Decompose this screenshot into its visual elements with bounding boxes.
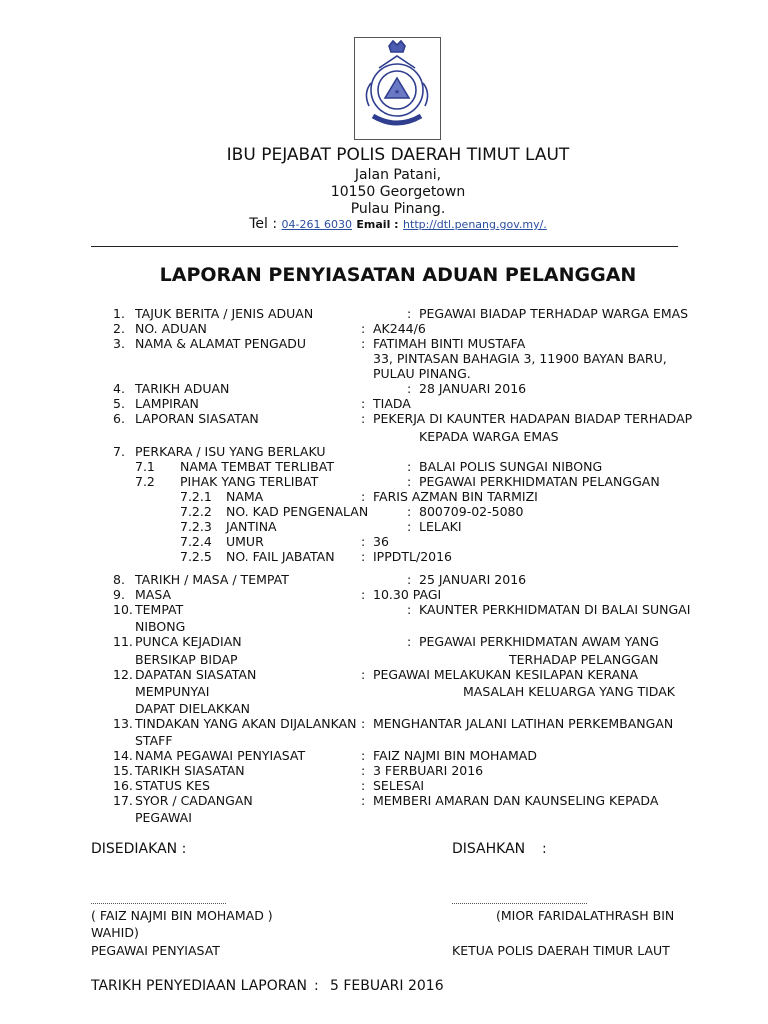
signature-line-left (91, 903, 226, 904)
prepared-by-label: DISEDIAKAN : (91, 841, 187, 857)
subitem-label: JANTINA (226, 519, 277, 534)
item-number: 10. (113, 602, 133, 617)
item-number: 3. (113, 336, 125, 351)
item-colon: : (361, 411, 366, 426)
item-colon: : (361, 793, 366, 808)
item-value-cont: STAFF (135, 733, 173, 748)
item-colon: : (361, 716, 366, 731)
police-crest-icon (355, 38, 440, 139)
report-date-label: TARIKH PENYEDIAAN LAPORAN (91, 978, 307, 994)
approver-name: (MIOR FARIDALATHRASH BIN (496, 908, 675, 923)
email-link[interactable]: http://dtl.penang.gov.my/. (403, 218, 547, 231)
item-number: 15. (113, 763, 133, 778)
item-value-cont: PEGAWAI (135, 810, 192, 825)
item-number: 14. (113, 748, 133, 763)
item-label: DAPATAN SIASATAN (135, 667, 257, 682)
item-value: AK244/6 (373, 321, 426, 336)
item-number: 2. (113, 321, 125, 336)
item-value: 36 (373, 534, 389, 549)
header-divider (91, 246, 678, 247)
item-number: 11. (113, 634, 133, 649)
item-value-cont: 33, PINTASAN BAHAGIA 3, 11900 BAYAN BARU, (373, 351, 667, 366)
subitem-number: 7.2 (135, 474, 155, 489)
item-colon: : (361, 396, 366, 411)
item-label: TINDAKAN YANG AKAN DIJALANKAN (135, 716, 357, 731)
item-number: 12. (113, 667, 133, 682)
item-label: TAJUK BERITA / JENIS ADUAN (135, 306, 314, 321)
tel-link[interactable]: 04-261 6030 (281, 218, 352, 231)
item-label: TARIKH SIASATAN (135, 763, 245, 778)
report-date-value: 5 FEBUARI 2016 (330, 978, 444, 994)
police-crest-logo (354, 37, 441, 140)
item-label: NAMA & ALAMAT PENGADU (135, 336, 307, 351)
address-line-1: Jalan Patani, (354, 167, 442, 183)
item-value: BALAI POLIS SUNGAI NIBONG (419, 459, 603, 474)
item-colon: : (407, 306, 412, 321)
item-label: SYOR / CADANGAN (135, 793, 253, 808)
approver-name-wrap: WAHID) (91, 925, 139, 940)
item-value: FARIS AZMAN BIN TARMIZI (373, 489, 538, 504)
report-title: LAPORAN PENYIASATAN ADUAN PELANGGAN (159, 264, 637, 286)
subitem-number: 7.2.4 (180, 534, 212, 549)
item-colon: : (361, 549, 366, 564)
email-label: Email : (356, 218, 399, 231)
item-label: NAMA PEGAWAI PENYIASAT (135, 748, 306, 763)
subitem-number: 7.2.3 (180, 519, 212, 534)
subitem-number: 7.2.5 (180, 549, 212, 564)
item-colon: : (407, 474, 412, 489)
item-value: MEMBERI AMARAN DAN KAUNSELING KEPADA (373, 793, 659, 808)
signature-line-right (452, 903, 587, 904)
item-value-cont: DAPAT DIELAKKAN (135, 701, 250, 716)
subitem-label: UMUR (226, 534, 264, 549)
address-line-2: 10150 Georgetown (330, 184, 466, 200)
item-value-cont: MASALAH KELUARGA YANG TIDAK (463, 684, 675, 699)
subitem-label: PIHAK YANG TERLIBAT (180, 474, 319, 489)
item-colon: : (407, 602, 412, 617)
item-colon: : (407, 381, 412, 396)
item-colon: : (407, 519, 412, 534)
item-value-cont: PULAU PINANG. (373, 366, 471, 381)
item-colon: : (361, 336, 366, 351)
contact-line (0, 216, 768, 232)
item-label: PUNCA KEJADIAN (135, 634, 242, 649)
subitem-number: 7.2.1 (180, 489, 212, 504)
item-number: 16. (113, 778, 133, 793)
item-number: 9. (113, 587, 125, 602)
item-label: TEMPAT (135, 602, 184, 617)
item-value: FATIMAH BINTI MUSTAFA (373, 336, 526, 351)
item-label: TARIKH ADUAN (135, 381, 230, 396)
item-value: FAIZ NAJMI BIN MOHAMAD (373, 748, 537, 763)
subitem-label: NO. KAD PENGENALAN (226, 504, 369, 519)
preparer-title: PEGAWAI PENYIASAT (91, 943, 220, 958)
preparer-name: ( FAIZ NAJMI BIN MOHAMAD ) (91, 908, 273, 923)
item-value-cont: TERHADAP PELANGGAN (509, 652, 659, 667)
item-colon: : (361, 587, 366, 602)
subitem-label: NO. FAIL JABATAN (226, 549, 335, 564)
item-value-cont: KEPADA WARGA EMAS (419, 429, 559, 444)
item-label: MASA (135, 587, 172, 602)
item-value: 10.30 PAGI (373, 587, 442, 602)
subitem-label: NAMA (226, 489, 264, 504)
item-value: KAUNTER PERKHIDMATAN DI BALAI SUNGAI (419, 602, 691, 617)
report-date-colon: : (314, 978, 319, 994)
item-value: TIADA (373, 396, 411, 411)
item-colon: : (361, 489, 366, 504)
subitem-number: 7.2.2 (180, 504, 212, 519)
item-label: PERKARA / ISU YANG BERLAKU (135, 444, 326, 459)
item-colon: : (361, 534, 366, 549)
item-colon: : (361, 748, 366, 763)
approved-by-colon: : (542, 841, 547, 857)
item-colon: : (407, 572, 412, 587)
item-value: 800709-02-5080 (419, 504, 524, 519)
item-colon: : (407, 459, 412, 474)
item-colon: : (361, 778, 366, 793)
item-value: SELESAI (373, 778, 425, 793)
item-number: 4. (113, 381, 125, 396)
item-number: 1. (113, 306, 125, 321)
item-value: PEGAWAI PERKHIDMATAN AWAM YANG (419, 634, 659, 649)
item-value: MENGHANTAR JALANI LATIHAN PERKEMBANGAN (373, 716, 674, 731)
item-label: STATUS KES (135, 778, 210, 793)
subitem-number: 7.1 (135, 459, 155, 474)
item-value: LELAKI (419, 519, 462, 534)
item-value: 25 JANUARI 2016 (419, 572, 527, 587)
approver-title: KETUA POLIS DAERAH TIMUR LAUT (452, 943, 670, 958)
item-value: 28 JANUARI 2016 (419, 381, 527, 396)
item-number: 17. (113, 793, 133, 808)
item-number: 5. (113, 396, 125, 411)
subitem-label: NAMA TEMBAT TERLIBAT (180, 459, 334, 474)
item-value: PEKERJA DI KAUNTER HADAPAN BIADAP TERHADAP (373, 411, 693, 426)
item-label: NO. ADUAN (135, 321, 207, 336)
item-value-cont: BERSIKAP BIDAP (135, 652, 238, 667)
item-label: TARIKH / MASA / TEMPAT (135, 572, 289, 587)
item-colon: : (361, 667, 366, 682)
svg-text:★: ★ (393, 88, 401, 96)
item-number: 6. (113, 411, 125, 426)
item-number: 7. (113, 444, 125, 459)
item-value-cont: MEMPUNYAI (135, 684, 210, 699)
item-value: PEGAWAI BIADAP TERHADAP WARGA EMAS (419, 306, 689, 321)
item-number: 8. (113, 572, 125, 587)
item-value: PEGAWAI PERKHIDMATAN PELANGGAN (419, 474, 660, 489)
item-label: LAPORAN SIASATAN (135, 411, 259, 426)
tel-label: Tel : (249, 216, 278, 232)
item-value-cont: NIBONG (135, 619, 186, 634)
item-colon: : (361, 321, 366, 336)
item-colon: : (407, 504, 412, 519)
item-colon: : (361, 763, 366, 778)
item-number: 13. (113, 716, 133, 731)
approved-by-label: DISAHKAN (452, 841, 526, 857)
item-colon: : (407, 634, 412, 649)
item-value: 3 FERBUARI 2016 (373, 763, 484, 778)
office-name: IBU PEJABAT POLIS DAERAH TIMUT LAUT (226, 145, 570, 165)
address-line-3: Pulau Pinang. (350, 201, 446, 217)
item-label: LAMPIRAN (135, 396, 199, 411)
item-value: PEGAWAI MELAKUKAN KESILAPAN KERANA (373, 667, 639, 682)
item-value: IPPDTL/2016 (373, 549, 453, 564)
